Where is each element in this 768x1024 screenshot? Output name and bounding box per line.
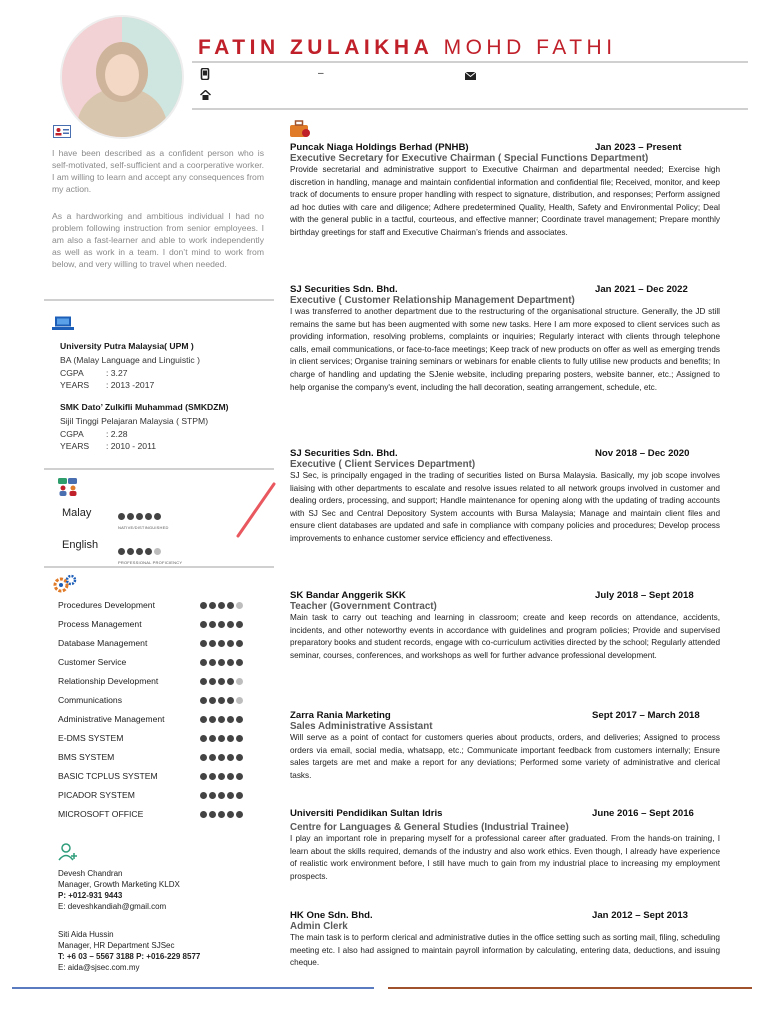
skill-level-dot <box>218 602 225 609</box>
job-role: Teacher (Government Contract) <box>290 601 437 612</box>
skill-level-dot <box>218 792 225 799</box>
skill-level-dots <box>200 773 243 780</box>
skill-level-dot <box>236 602 243 609</box>
profile-card-icon <box>53 125 71 143</box>
language-level-dots <box>118 513 161 520</box>
grade-row <box>60 428 270 441</box>
skill-level-dot <box>209 754 216 761</box>
skill-level-dot <box>236 697 243 704</box>
skill-level-dot <box>209 602 216 609</box>
job-date: Jan 2012 – Sept 2013 <box>592 910 689 921</box>
language-level-caption: NATIVE/DISTINGUISHED <box>118 525 169 530</box>
skill-level-dot <box>200 754 207 761</box>
footer-line-left <box>12 987 374 989</box>
skill-level-dot <box>209 773 216 780</box>
job-role: Executive ( Customer Relationship Management Department) <box>290 295 575 306</box>
language-level <box>118 507 169 530</box>
skill-level-dot <box>218 735 225 742</box>
skill-level-dot <box>200 735 207 742</box>
briefcase-icon <box>289 120 311 143</box>
company-name: HK One Sdn. Bhd. <box>290 910 373 921</box>
language-name: Malay <box>62 507 92 519</box>
skill-level-dot <box>227 792 234 799</box>
skill-level-dot <box>200 678 207 685</box>
skill-level-dot <box>200 811 207 818</box>
job-entry <box>290 710 720 782</box>
skill-row <box>58 619 258 633</box>
job-date: Jan 2023 – Present <box>595 142 682 153</box>
skill-level-dot <box>227 602 234 609</box>
skill-level-dot <box>200 621 207 628</box>
skill-level-dot <box>227 735 234 742</box>
skill-level-dot <box>227 811 234 818</box>
job-entry <box>290 808 720 883</box>
email-icon <box>465 71 476 83</box>
skill-name: PICADOR SYSTEM <box>58 790 135 800</box>
skill-level-dot <box>227 773 234 780</box>
reference-phone: P: +012-931 9443 <box>58 891 123 900</box>
reference-title: Manager, HR Department SJSec <box>58 941 175 950</box>
language-level-dot <box>127 548 134 555</box>
skill-level-dot <box>218 678 225 685</box>
skill-row <box>58 790 258 804</box>
education-entry <box>60 402 270 453</box>
company-name: SJ Securities Sdn. Bhd. <box>290 284 398 295</box>
skill-level-dot <box>218 716 225 723</box>
job-description: Main task to carry out teaching and learning in classroom; create and keep records on attendance, accidents, incidents, and other noteworthy events in accordance with guidelines and program policies; Provide and supervised preparatory books and student records, engage with co-curriculum activities directed by the school; Regularly attended seminar, courses, conferences, and workshops as well for further advance professional development. <box>290 613 720 660</box>
skill-level-dot <box>227 697 234 704</box>
education-divider <box>44 468 274 470</box>
skill-level-dots <box>200 659 243 666</box>
job-role: Sales Administrative Assistant <box>290 721 433 732</box>
language-level-caption: PROFESSIONAL PROFICIENCY <box>118 560 183 565</box>
degree: BA (Malay Language and Linguistic ) <box>60 355 200 365</box>
skill-row <box>58 657 258 671</box>
skill-name: Database Management <box>58 638 148 648</box>
job-date: July 2018 – Sept 2018 <box>595 590 694 601</box>
company-name: SK Bandar Anggerik SKK <box>290 590 406 601</box>
skill-row <box>58 809 258 823</box>
header-divider <box>192 61 748 63</box>
home-icon <box>200 90 211 103</box>
job-description: The main task is to perform clerical and administrative duties in the office setting such as sorting mail, filing, scheduling meeting etc. I also had assigned to maintain payroll information by calculating, entering data, deductions, and issuing cheque. <box>290 933 720 968</box>
skill-level-dot <box>236 716 243 723</box>
job-description: Provide secretarial and administrative support to Executive Chairman and departmental needed; Exercise high discretion in handling, manage and maintain confidential information and confidential file; Received, monitor, and keep track of documents to ensure proper handling with respect to signature, distribution, and responses; Perform assigned ad hoc duties with care and diligence; Adhere predetermined Quality, Health, Safety and Environmental Policy; Deal with the general public in a tactful, courteous, and effective manner; Coordinate travel management; Prepare monthly birthday greetings for staff and Executive Chairman’s friends and associates. <box>290 165 720 237</box>
skill-level-dots <box>200 697 243 704</box>
last-name: MOHD FATHI <box>443 36 617 59</box>
profile-photo <box>62 17 182 137</box>
job-role: Executive Secretary for Executive Chairman ( Special Functions Department) <box>290 153 649 164</box>
years-label: YEARS <box>60 441 90 451</box>
reference-email: E: deveshkandiah@gmail.com <box>58 902 167 911</box>
job-role: Admin Clerk <box>290 921 348 932</box>
skill-name: Administrative Management <box>58 714 165 724</box>
decorative-stroke <box>232 480 282 545</box>
skill-level-dot <box>209 735 216 742</box>
skill-level-dot <box>236 754 243 761</box>
job-description: I play an important role in preparing myself for a professional career after graduated. From the hands-on training, I learn about the skills required, demands of the industry and also work ethics. Even though, I already have experience of realistic work environment before, I still have much to gain from my industrial place to increasing my employment prospects. <box>290 834 720 881</box>
skill-level-dot <box>218 773 225 780</box>
skill-level-dot <box>200 602 207 609</box>
skill-name: Customer Service <box>58 657 127 667</box>
language-level-dot <box>154 513 161 520</box>
skill-row <box>58 676 258 690</box>
grade-label: CGPA <box>60 428 84 439</box>
job-entry <box>290 284 720 394</box>
grade-row <box>60 367 270 380</box>
job-date: Sept 2017 – March 2018 <box>592 710 700 721</box>
education-entry <box>60 341 270 392</box>
skill-level-dot <box>200 697 207 704</box>
education-icon <box>52 316 74 335</box>
skill-level-dots <box>200 621 243 628</box>
skill-level-dots <box>200 735 243 742</box>
phone-separator: – <box>318 68 324 79</box>
skill-level-dots <box>200 716 243 723</box>
job-entry <box>290 590 720 662</box>
skill-level-dot <box>236 640 243 647</box>
job-entry <box>290 910 720 970</box>
language-level-dot <box>136 513 143 520</box>
skill-level-dots <box>200 811 243 818</box>
skill-name: BMS SYSTEM <box>58 752 115 762</box>
job-description: I was transferred to another department due to the restructuring of the organisational structure. Generally, the JD still remains the same but has been augmented with some new tasks. Here I am more exposed to client services such as providing information, resolving problems, complaints or inquiries; Regularly interact with clients through telephone calls, email communications, or face-to-face meetings; Keep track of new products on offer as well as emerging trends in client services; Organise training seminars or webinars for enable clients to fully utilise new products and benefits; In charge of handling and updating the SJenie website, including preparing posters, website banner, etc.; Assigned to help organise the company's event, including the hall decoration, seating arrangement, schedule, etc. <box>290 307 720 392</box>
skill-row <box>58 733 258 747</box>
skill-row <box>58 771 258 785</box>
job-date: June 2016 – Sept 2016 <box>592 808 694 819</box>
skill-level-dot <box>209 621 216 628</box>
footer-line-right <box>388 987 752 989</box>
company-name: Universiti Pendidikan Sultan Idris <box>290 808 443 819</box>
skill-level-dots <box>200 602 243 609</box>
skill-level-dot <box>236 773 243 780</box>
years-value: : 2013 -2017 <box>106 380 155 390</box>
skill-level-dot <box>227 621 234 628</box>
language-name: English <box>62 539 99 551</box>
language-level-dot <box>145 548 152 555</box>
candidate-name <box>198 36 617 60</box>
job-role: Centre for Languages & General Studies (Industrial Trainee) <box>290 822 569 833</box>
skill-level-dots <box>200 678 243 685</box>
school-name: SMK Dato’ Zulkifli Muhammad (SMKDZM) <box>60 402 229 412</box>
skill-level-dot <box>227 678 234 685</box>
skill-name: Relationship Development <box>58 676 159 686</box>
skill-row <box>58 695 258 709</box>
skill-level-dot <box>236 735 243 742</box>
skill-name: BASIC TCPLUS SYSTEM <box>58 771 158 781</box>
language-level-dot <box>145 513 152 520</box>
language-level-dot <box>127 513 134 520</box>
skill-level-dot <box>218 754 225 761</box>
language-level <box>118 542 182 565</box>
skill-level-dot <box>200 640 207 647</box>
skill-level-dots <box>200 754 243 761</box>
years-row <box>60 440 270 453</box>
skill-level-dot <box>218 640 225 647</box>
skill-row <box>58 638 258 652</box>
skill-level-dot <box>200 773 207 780</box>
language-level-dot <box>118 513 125 520</box>
reference-name: Siti Aida Hussin <box>58 930 114 939</box>
skill-level-dot <box>236 792 243 799</box>
language-level-dot <box>154 548 161 555</box>
reference-name: Devesh Chandran <box>58 869 123 878</box>
grade-value: : 3.27 <box>106 367 128 378</box>
company-name: Zarra Rania Marketing <box>290 710 391 721</box>
skill-level-dot <box>236 659 243 666</box>
skill-level-dots <box>200 792 243 799</box>
language-level-dots <box>118 548 161 555</box>
languages-divider <box>44 566 274 568</box>
skill-level-dot <box>236 621 243 628</box>
skill-level-dot <box>209 697 216 704</box>
school-name: University Putra Malaysia( UPM ) <box>60 341 194 351</box>
contact-divider <box>192 108 748 110</box>
job-description: Will serve as a point of contact for customers queries about products, orders, and deliveries; Assigned to process orders via email, social media, whatsapp, etc.; Communicate important feedback from customers internally; Ensure sales targets are met and make a report for any deviations; Performed some variety of administrative and clerical tasks. <box>290 733 720 780</box>
grade-value: : 2.28 <box>106 428 128 439</box>
skill-name: E-DMS SYSTEM <box>58 733 124 743</box>
job-date: Jan 2021 – Dec 2022 <box>595 284 688 295</box>
skill-level-dot <box>209 792 216 799</box>
reference-email: E: aida@sjsec.com.my <box>58 963 140 972</box>
skill-name: Process Management <box>58 619 142 629</box>
skill-level-dot <box>200 659 207 666</box>
company-name: SJ Securities Sdn. Bhd. <box>290 448 398 459</box>
first-name: FATIN ZULAIKHA <box>198 36 434 59</box>
skill-row <box>58 714 258 728</box>
reference-phone: T: +6 03 – 5567 3188 P: +016-229 8577 <box>58 952 201 961</box>
company-name: Puncak Niaga Holdings Berhad (PNHB) <box>290 142 469 153</box>
job-entry <box>290 448 720 546</box>
skill-level-dot <box>200 792 207 799</box>
job-entry <box>290 142 720 240</box>
job-description: SJ Sec, is principally engaged in the trading of securities listed on Bursa Malaysia. Basically, my job scope involves liaising with other departments to escalate and resolve issues related to all network groups involved in customer and dealing orders, processing, and support; Handle maintenance for opening along with the updating of trading accounts with SJ Sec and Central Depository System accounts with Bursa Malaysia; Manage and maintain client files and ensure client databases are updated and safe in compliance with company policies and procedures; Develop process improvements to enhance customer service efficiency and effectiveness. <box>290 471 720 543</box>
skill-level-dot <box>236 811 243 818</box>
job-role: Executive ( Client Services Department) <box>290 459 476 470</box>
skill-level-dot <box>236 678 243 685</box>
about-paragraph-2: As a hardworking and ambitious individual I had no problem following instruction from senior employees. I am also a fast-learner and able to work independently as well as work in a team. I don’t mind to work from below, and very willing to travel when needed. <box>52 211 264 269</box>
skill-level-dot <box>209 678 216 685</box>
skill-level-dots <box>200 640 243 647</box>
skill-level-dot <box>218 697 225 704</box>
about-divider <box>44 299 274 301</box>
language-level-dot <box>118 548 125 555</box>
reference-entry <box>58 868 273 912</box>
skill-level-dot <box>209 716 216 723</box>
skill-level-dot <box>227 659 234 666</box>
skill-level-dot <box>209 640 216 647</box>
skill-name: MICROSOFT OFFICE <box>58 809 144 819</box>
languages-icon <box>57 478 79 501</box>
years-label: YEARS <box>60 380 90 390</box>
skill-level-dot <box>227 716 234 723</box>
grade-label: CGPA <box>60 367 84 378</box>
reference-title: Manager, Growth Marketing KLDX <box>58 880 180 889</box>
skill-row <box>58 600 258 614</box>
skill-level-dot <box>227 754 234 761</box>
about-paragraph-1: I have been described as a confident person who is self-motivated, self-sufficient and a coorperative worker. I am willing to learn and accept any consequences from my action. <box>52 148 264 194</box>
skill-row <box>58 752 258 766</box>
degree: Sijil Tinggi Pelajaran Malaysia ( STPM) <box>60 416 209 426</box>
skills-gear-icon <box>53 574 77 599</box>
skill-level-dot <box>218 621 225 628</box>
skill-name: Communications <box>58 695 122 705</box>
skill-level-dot <box>218 811 225 818</box>
reference-entry <box>58 929 273 973</box>
years-row <box>60 379 270 392</box>
skill-level-dot <box>227 640 234 647</box>
years-value: : 2010 - 2011 <box>106 441 157 451</box>
skill-level-dot <box>218 659 225 666</box>
phone-icon <box>200 68 210 83</box>
references-icon <box>58 842 78 867</box>
skill-level-dot <box>200 716 207 723</box>
skill-name: Procedures Development <box>58 600 155 610</box>
language-level-dot <box>136 548 143 555</box>
skill-level-dot <box>209 659 216 666</box>
skill-level-dot <box>209 811 216 818</box>
job-date: Nov 2018 – Dec 2020 <box>595 448 690 459</box>
